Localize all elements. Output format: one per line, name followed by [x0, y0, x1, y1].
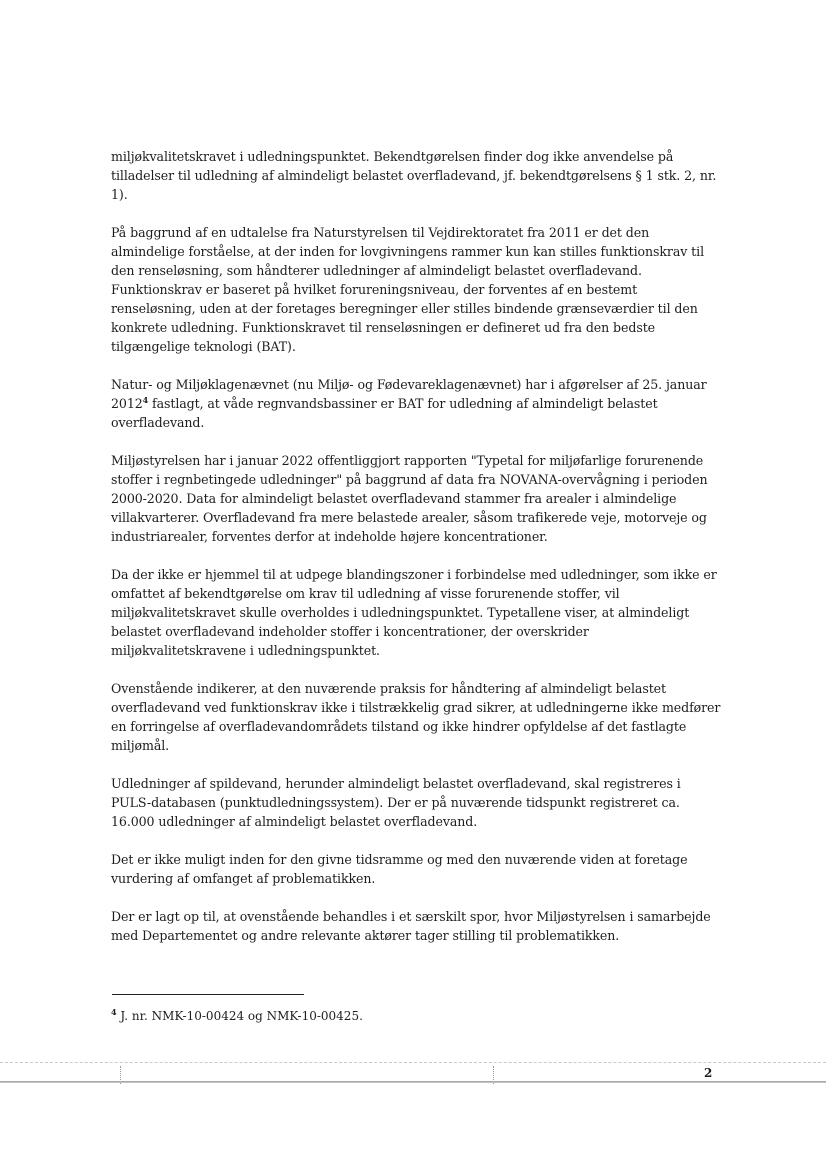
paragraph-1: miljøkvalitetskravet i udledningspunktet. Bekendtgørelsen finder dog ikke anvendelse på tilladelser til udledning af almindeligt belastet overfladevand, jf. bekendtgørelsens § 1 stk. 2, nr. 1). — [111, 149, 717, 202]
paragraph-2: På baggrund af en udtalelse fra Naturstyrelsen til Vejdirektoratet fra 2011 er det den almindelige forståelse, at der inden for lovgivningens rammer kun kan stilles funktionskrav til den renseløsning, som håndterer udledninger af almindeligt belastet overfladevand. Funktionskrav er baseret på hvilket forureningsniveau, der forventes af en bestemt renseløsning, uden at der foretages beregninger eller stilles bindende grænseværdier til den konkrete udledning. Funktionskravet til renseløsningen er defineret ud fra den bedste tilgængelige teknologi (BAT). — [111, 225, 704, 354]
footnote-reference: 4 — [142, 394, 149, 405]
body-text — [111, 147, 721, 964]
footer-divider-bottom — [0, 1081, 826, 1083]
paragraph-5: Da der ikke er hjemmel til at udpege blandingszoner i forbindelse med udledninger, som ikke er omfattet af bekendtgørelse om krav til udledning af visse forurenende stoffer, vil miljøkvalitetskravet skulle overholdes i udledningspunktet. Typetallene viser, at almindeligt belastet overfladevand indeholder stoffer i koncentrationer, der overskrider miljøkvalitetskravene i udledningspunktet. — [111, 567, 717, 658]
page-number: 2 — [704, 1066, 713, 1080]
paragraph-4: Miljøstyrelsen har i januar 2022 offentliggjort rapporten "Typetal for miljøfarlige forurenende stoffer i regnbetingede udledninger" på baggrund af data fra NOVANA-overvågning i perioden 2000-2020. Data for almindeligt belastet overfladevand stammer fra arealer i almindelige villakvarterer. Overfladevand fra mere belastede arealer, såsom trafikerede veje, motorveje og industriarealer, forventes derfor at indeholde højere koncentrationer. — [111, 453, 708, 544]
paragraph-3-text-a: Natur- og Miljøklagenævnet (nu Miljø- og Fødevareklagenævnet) har i afgørelser af 25. januar 2012 — [111, 377, 707, 411]
footnote-marker: 4 — [111, 1007, 117, 1017]
paragraph-6: Ovenstående indikerer, at den nuværende praksis for håndtering af almindeligt belastet overfladevand ved funktionskrav ikke i tilstrækkelig grad sikrer, at udledningerne ikke medfører en forringelse af overfladevandområdets tilstand og ikke hindrer opfyldelse af det fastlagte miljømål. — [111, 681, 721, 753]
paragraph-9: Der er lagt op til, at ovenstående behandles i et særskilt spor, hvor Miljøstyrelsen i samarbejde med Departementet og andre relevante aktører tager stilling til problematikken. — [111, 909, 711, 943]
paragraph-8: Det er ikke muligt inden for den givne tidsramme og med den nuværende viden at foretage vurdering af omfanget af problematikken. — [111, 852, 688, 886]
paragraph-7: Udledninger af spildevand, herunder almindeligt belastet overfladevand, skal registreres i PULS-databasen (punktudledningssystem). Der er på nuværende tidspunkt registreret ca. 16.000 udledninger af almindeligt belastet overfladevand. — [111, 776, 681, 829]
footer-divider-top — [0, 1062, 826, 1063]
paragraph-3 — [111, 375, 721, 432]
paragraph-3-text-b: fastlagt, at våde regnvandsbassiner er BAT for udledning af almindeligt belastet overfladevand. — [111, 396, 658, 430]
footnote — [111, 1004, 363, 1024]
footnote-separator — [112, 994, 304, 995]
footnote-text: J. nr. NMK-10-00424 og NMK-10-00425. — [116, 1009, 363, 1023]
